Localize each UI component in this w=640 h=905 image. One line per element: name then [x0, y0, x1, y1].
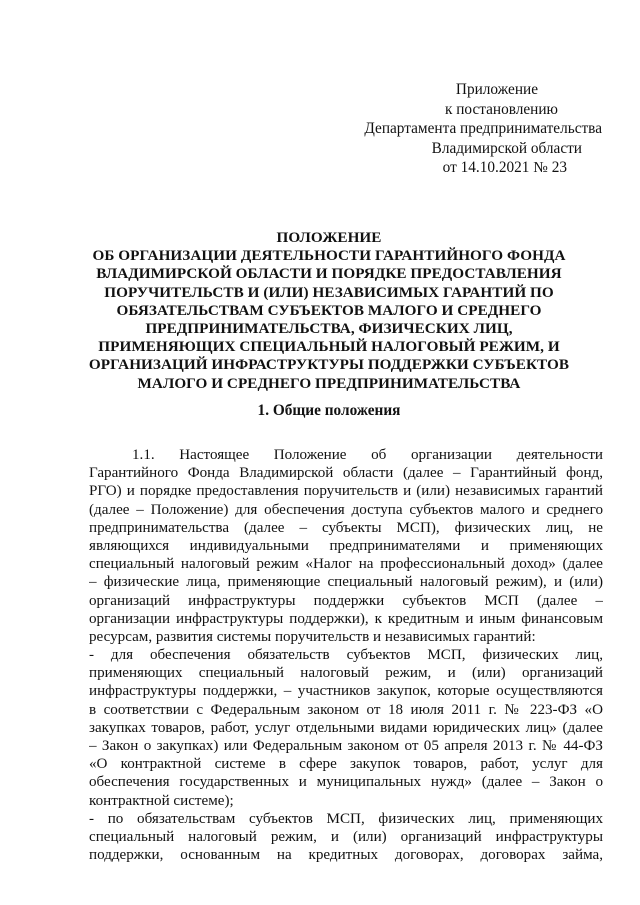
body-line: являющихся индивидуальными предпринимателями и применяющих: [89, 537, 603, 554]
annex-block: [340, 80, 602, 178]
annex-region: Владимирской области: [431, 139, 582, 157]
body-line: предпринимательства (далее – субъекты МСП), физических лиц, не: [89, 519, 603, 536]
body-line: контрактной системе);: [89, 792, 234, 809]
body-line: инфраструктуры поддержки, – участников закупок, которые осуществляются: [89, 683, 603, 700]
body-line: организаций инфраструктуры поддержки субъектов МСП (далее –: [89, 592, 603, 609]
body-line: специальный налоговый режим «Налог на профессиональный доход» (далее: [89, 556, 603, 573]
title-line: ПОЛОЖЕНИЕ: [276, 229, 382, 246]
body-line: обеспечения государственных и муниципальных нужд» (далее – Закон о: [89, 774, 603, 791]
title-line: ПРЕДПРИНИМАТЕЛЬСТВА, ФИЗИЧЕСКИХ ЛИЦ,: [145, 320, 513, 338]
body-line: 1.1. Настоящее Положение об организации деятельности: [132, 447, 603, 463]
body-line: - для обеспечения обязательств субъектов МСП, физических лиц,: [89, 647, 603, 664]
title-line: ОБЯЗАТЕЛЬСТВАМ СУБЪЕКТОВ МАЛОГО И СРЕДНЕГО: [116, 301, 542, 319]
body-line: ресурсам, развития системы поручительств и независимых гарантий:: [89, 628, 536, 645]
body-line: РГО) и порядке предоставления поручительств и (или) независимых гарантий: [89, 483, 603, 500]
body-line: в соответствии с Федеральным законом от 18 июля 2011 г. № 223-ФЗ «О: [89, 701, 603, 718]
body-line: – Закон о закупках) или Федеральным законом от 05 апреля 2013 г. № 44-ФЗ: [89, 738, 603, 754]
annex-department: Департамента предпринимательства: [364, 120, 602, 137]
body-paragraphs: [89, 446, 603, 864]
body-line: Гарантийного Фонда Владимирской области (далее – Гарантийный фонд,: [89, 465, 603, 482]
section-heading: 1. Общие положения: [257, 402, 401, 419]
title-line: ВЛАДИМИРСКОЙ ОБЛАСТИ И ПОРЯДКЕ ПРЕДОСТАВЛЕНИЯ: [96, 265, 562, 283]
body-line: закупках товаров, работ, услуг отдельными видами юридических лиц» (далее: [89, 719, 603, 736]
body-line: – физические лица, применяющие специальный налоговый режим), и (или): [89, 574, 603, 591]
title-line: ОРГАНИЗАЦИЙ ИНФРАСТРУКТУРЫ ПОДДЕРЖКИ СУБЪЕКТОВ: [88, 356, 570, 374]
annex-title: Приложение: [455, 81, 538, 98]
annex-reference: к постановлению: [444, 100, 558, 118]
body-line: (далее – Положение) для обеспечения доступа субъектов малого и среднего: [89, 501, 603, 518]
body-line: применяющих специальный налоговый режим, и (или) организаций: [89, 665, 603, 682]
annex-date: от 14.10.2021 № 23: [442, 159, 567, 176]
body-line: специальный налоговый режим, и (или) организаций инфраструктуры: [89, 828, 603, 845]
title-line: ОБ ОРГАНИЗАЦИИ ДЕЯТЕЛЬНОСТИ ГАРАНТИЙНОГО ФОНДА: [92, 247, 566, 265]
body-line: - по обязательствам субъектов МСП, физических лиц, применяющих: [89, 810, 603, 827]
body-line: организации инфраструктуры поддержки), к кредитным и иным финансовым: [89, 610, 603, 627]
document-title: [80, 229, 578, 393]
title-line: ПОРУЧИТЕЛЬСТВ И (ИЛИ) НЕЗАВИСИМЫХ ГАРАНТИЙ ПО: [104, 283, 554, 301]
body-line: поддержки, основанным на кредитных договорах, договорах займа,: [89, 847, 603, 864]
title-line: ПРИМЕНЯЮЩИХ СПЕЦИАЛЬНЫЙ НАЛОГОВЫЙ РЕЖИМ, И: [98, 338, 560, 356]
body-line: «О контрактной системе в сфере закупок товаров, работ, услуг для: [89, 756, 603, 773]
title-line: МАЛОГО И СРЕДНЕГО ПРЕДПРИНИМАТЕЛЬСТВА: [137, 374, 521, 392]
